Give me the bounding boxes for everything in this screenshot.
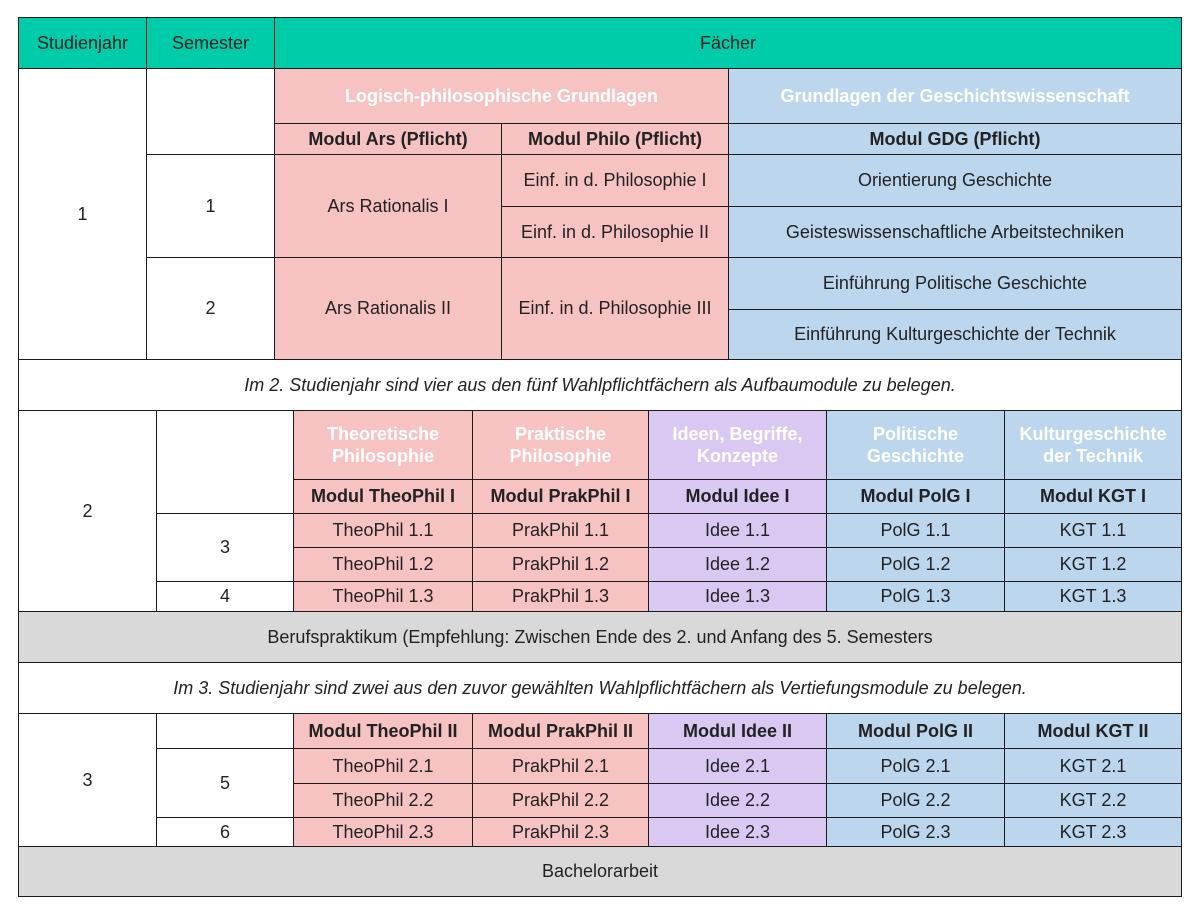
course-cell: Idee 2.1: [648, 748, 827, 784]
course-cell: KGT 2.2: [1004, 783, 1182, 818]
subject-header-polg: Politische Geschichte: [826, 410, 1005, 480]
course-cell: KGT 1.3: [1004, 581, 1182, 612]
course-cell: PolG 2.2: [826, 783, 1005, 818]
course-cell: PolG 1.3: [826, 581, 1005, 612]
philo-course: Einf. in d. Philosophie III: [501, 257, 729, 360]
course-cell: KGT 2.1: [1004, 748, 1182, 784]
modul-prakphil-1: Modul PrakPhil I: [472, 479, 649, 514]
gdg-course: Geisteswissenschaftliche Arbeitstechniken: [728, 206, 1182, 258]
course-cell: PrakPhil 2.1: [472, 748, 649, 784]
philo-course: Einf. in d. Philosophie I: [501, 154, 729, 207]
year-1-cell: 1: [18, 68, 147, 360]
course-cell: Idee 1.1: [648, 513, 827, 548]
bachelorarbeit-row: Bachelorarbeit: [18, 846, 1182, 897]
modul-gdg: Modul GDG (Pflicht): [728, 123, 1182, 155]
note-year-3: Im 3. Studienjahr sind zwei aus den zuvor gewählten Wahlpflichtfächern als Vertiefungsmodule zu belegen.: [18, 662, 1182, 714]
modul-idee-1: Modul Idee I: [648, 479, 827, 514]
year-1-semester-empty: [146, 68, 275, 155]
course-cell: TheoPhil 2.3: [293, 817, 473, 847]
semester-2: 2: [146, 257, 275, 360]
course-cell: PrakPhil 2.3: [472, 817, 649, 847]
course-cell: Idee 1.3: [648, 581, 827, 612]
gdg-course: Einführung Politische Geschichte: [728, 257, 1182, 310]
ars-rationalis-2: Ars Rationalis II: [274, 257, 502, 360]
modul-polg-1: Modul PolG I: [826, 479, 1005, 514]
modul-polg-2: Modul PolG II: [826, 713, 1005, 749]
course-cell: TheoPhil 1.1: [293, 513, 473, 548]
berufspraktikum-row: Berufspraktikum (Empfehlung: Zwischen Ende des 2. und Anfang des 5. Semesters: [18, 611, 1182, 663]
semester-4: 4: [156, 581, 294, 612]
modul-idee-2: Modul Idee II: [648, 713, 827, 749]
header-studienjahr: Studienjahr: [18, 17, 147, 69]
course-cell: PolG 2.1: [826, 748, 1005, 784]
modul-philo: Modul Philo (Pflicht): [501, 123, 729, 155]
philo-course: Einf. in d. Philosophie II: [501, 206, 729, 258]
year-2-semester-empty: [156, 410, 294, 514]
group-history-header: Grundlagen der Geschichtswissenschaft: [728, 68, 1182, 124]
course-cell: Idee 2.3: [648, 817, 827, 847]
course-cell: TheoPhil 2.2: [293, 783, 473, 818]
header-semester: Semester: [146, 17, 275, 69]
modul-kgt-2: Modul KGT II: [1004, 713, 1182, 749]
semester-6: 6: [156, 817, 294, 847]
modul-theophil-2: Modul TheoPhil II: [293, 713, 473, 749]
course-cell: KGT 2.3: [1004, 817, 1182, 847]
semester-1: 1: [146, 154, 275, 258]
ars-rationalis-1: Ars Rationalis I: [274, 154, 502, 258]
subject-header-kgt: Kulturgeschichte der Technik: [1004, 410, 1182, 480]
subject-header-prakphil: Praktische Philosophie: [472, 410, 649, 480]
modul-prakphil-2: Modul PrakPhil II: [472, 713, 649, 749]
gdg-course: Einführung Kulturgeschichte der Technik: [728, 309, 1182, 360]
semester-3: 3: [156, 513, 294, 582]
course-cell: PrakPhil 1.2: [472, 547, 649, 582]
course-cell: KGT 1.2: [1004, 547, 1182, 582]
subject-header-theophil: Theoretische Philosophie: [293, 410, 473, 480]
modul-theophil-1: Modul TheoPhil I: [293, 479, 473, 514]
course-cell: PrakPhil 1.3: [472, 581, 649, 612]
note-year-2: Im 2. Studienjahr sind vier aus den fünf Wahlpflichtfächern als Aufbaumodule zu belegen.: [18, 359, 1182, 411]
course-cell: PolG 1.1: [826, 513, 1005, 548]
semester-5: 5: [156, 748, 294, 818]
gdg-course: Orientierung Geschichte: [728, 154, 1182, 207]
course-cell: Idee 1.2: [648, 547, 827, 582]
course-cell: PolG 1.2: [826, 547, 1005, 582]
year-3-cell: 3: [18, 713, 157, 847]
subject-header-idee: Ideen, Begriffe, Konzepte: [648, 410, 827, 480]
course-cell: PolG 2.3: [826, 817, 1005, 847]
modul-kgt-1: Modul KGT I: [1004, 479, 1182, 514]
header-faecher: Fächer: [274, 17, 1182, 69]
course-cell: TheoPhil 2.1: [293, 748, 473, 784]
course-cell: Idee 2.2: [648, 783, 827, 818]
course-cell: KGT 1.1: [1004, 513, 1182, 548]
course-cell: PrakPhil 2.2: [472, 783, 649, 818]
year-3-semester-empty: [156, 713, 294, 749]
course-cell: TheoPhil 1.2: [293, 547, 473, 582]
course-cell: TheoPhil 1.3: [293, 581, 473, 612]
year-2-cell: 2: [18, 410, 157, 612]
modul-ars: Modul Ars (Pflicht): [274, 123, 502, 155]
group-logic-header: Logisch-philosophische Grundlagen: [274, 68, 729, 124]
course-cell: PrakPhil 1.1: [472, 513, 649, 548]
